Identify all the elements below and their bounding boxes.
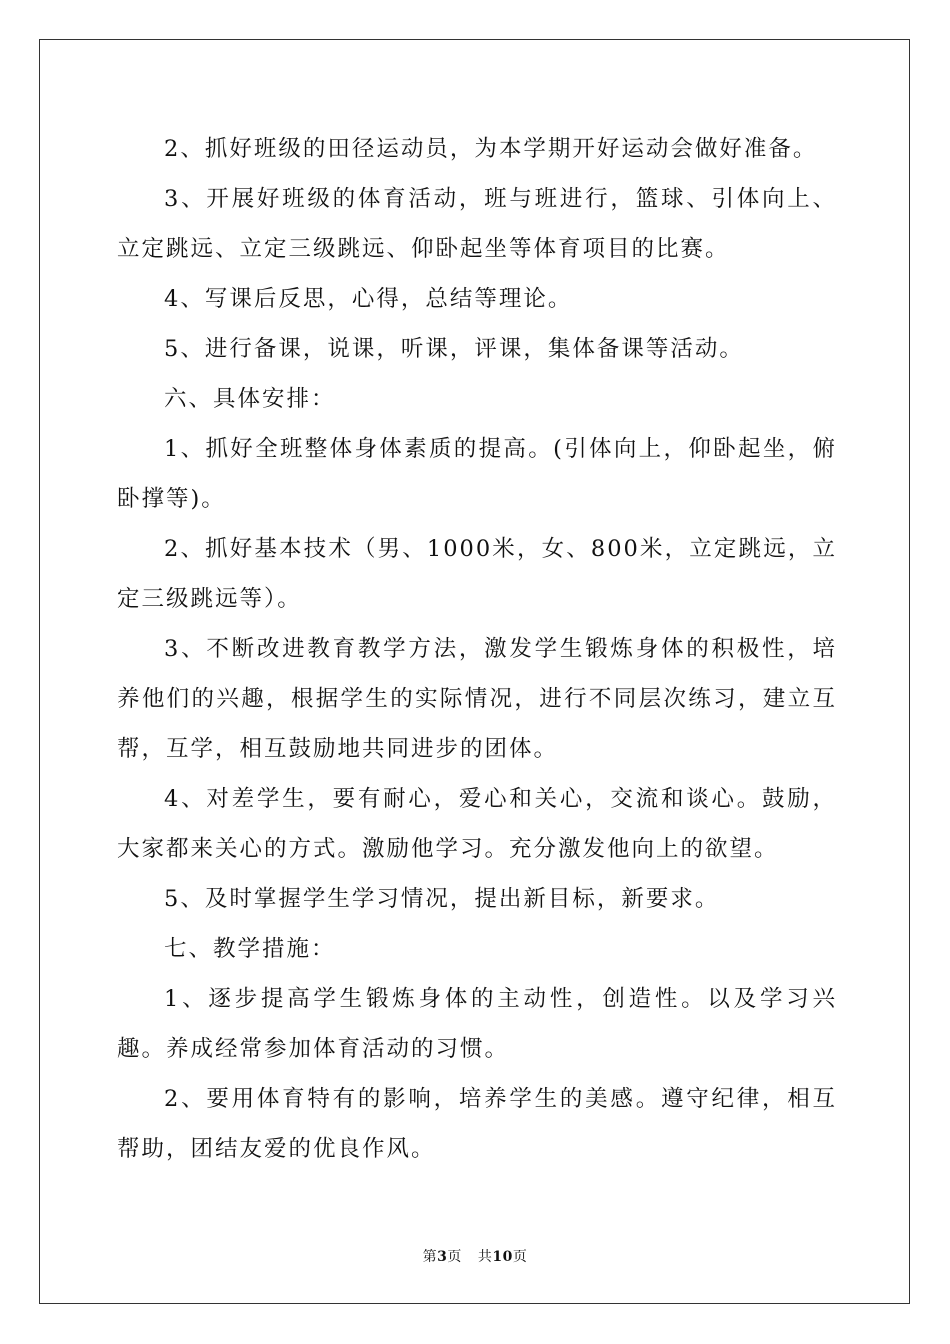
paragraph: 4、对差学生，要有耐心，爱心和关心，交流和谈心。鼓励，大家都来关心的方式。激励他学习。充分激发他向上的欲望。 <box>117 786 837 862</box>
page-suffix: 页 <box>447 1249 462 1265</box>
paragraph: 2、抓好班级的田径运动员，为本学期开好运动会做好准备。 <box>164 136 818 162</box>
paragraph: 4、写课后反思，心得，总结等理论。 <box>164 286 573 312</box>
section-heading: 六、具体安排： <box>164 386 336 412</box>
page-footer <box>0 1246 950 1266</box>
total-suffix: 页 <box>512 1249 528 1265</box>
paragraph: 3、开展好班级的体育活动，班与班进行，篮球、引体向上、立定跳远、立定三级跳远、仰卧起坐等体育项目的比赛。 <box>117 186 837 262</box>
paragraph: 3、不断改进教育教学方法，激发学生锻炼身体的积极性，培养他们的兴趣，根据学生的实际情况，进行不同层次练习，建立互帮，互学，相互鼓励地共同进步的团体。 <box>117 636 837 762</box>
paragraph: 2、抓好基本技术（男、1000米，女、800米，立定跳远，立定三级跳远等）。 <box>117 536 837 612</box>
page-prefix: 第 <box>422 1249 438 1265</box>
paragraph: 2、要用体育特有的影响，培养学生的美感。遵守纪律，相互帮助，团结友爱的优良作风。 <box>117 1086 837 1162</box>
paragraph: 1、逐步提高学生锻炼身体的主动性，创造性。以及学习兴趣。养成经常参加体育活动的习惯。 <box>117 986 837 1062</box>
paragraph: 1、抓好全班整体身体素质的提高。(引体向上，仰卧起坐，俯卧撑等)。 <box>117 436 837 512</box>
document-body <box>117 124 837 1174</box>
page-number: 3 <box>437 1249 448 1265</box>
section-heading: 七、教学措施： <box>164 936 336 962</box>
page-total: 10 <box>492 1249 513 1265</box>
paragraph: 5、进行备课，说课，听课，评课，集体备课等活动。 <box>164 336 744 362</box>
total-prefix: 共 <box>477 1249 493 1265</box>
paragraph: 5、及时掌握学生学习情况，提出新目标，新要求。 <box>164 886 720 912</box>
